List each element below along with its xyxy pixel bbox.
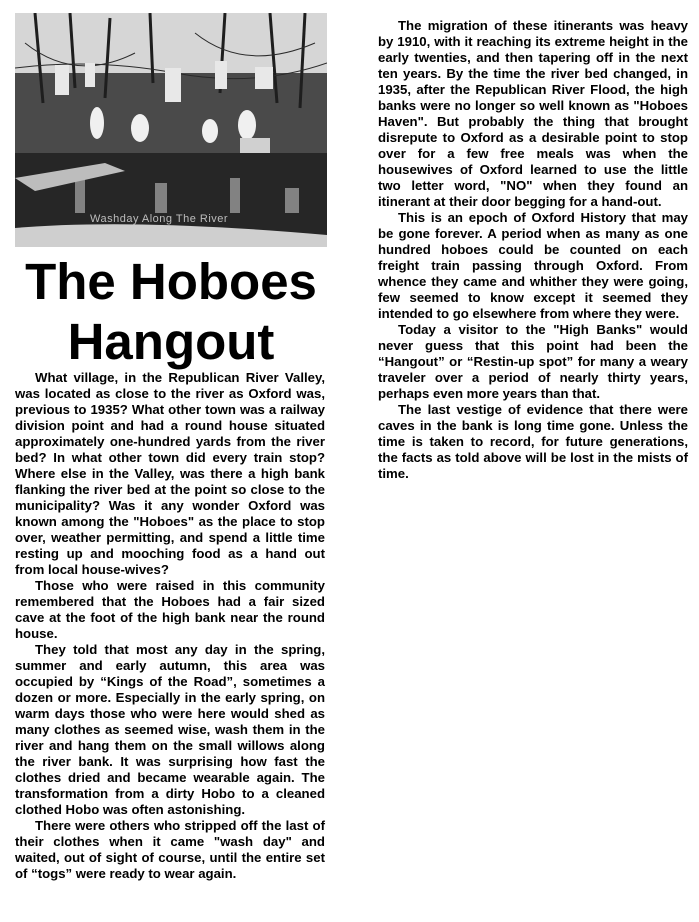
paragraph: Today a visitor to the "High Banks" would never guess that this point had been the “Hangout” or “Restin-up spot” for many a weary traveler over a period of nearly thirty years, perhaps even more years than that. bbox=[378, 322, 688, 401]
paragraph: What village, in the Republican River Valley, was located as close to the river as Oxford was, previous to 1935? What other town was a railway division point and had a round house situated approximately one-hundred yards from the river bed? In what other town did every train stop? Where else in the Valley, was there a high bank flanking the river bed at the point so close to the municipality? Was it any wonder Oxford was known among the "Hoboes" as the place to stop over, weather permitting, and spend a little time resting up and mooching food as a hand out from local house-wives? bbox=[15, 370, 325, 577]
photo-illustration bbox=[15, 13, 327, 247]
paragraph: This is an epoch of Oxford History that may be gone forever. A period when as many as one hundred hoboes could be counted on each freight train passing through Oxford. From whence they came and whither they were going, few seemed to know except it seemed they intended to go elsewhere from where they were. bbox=[378, 210, 688, 321]
paragraph: There were others who stripped off the last of their clothes when it came "wash day" and waited, out of sight of course, until the entire set of “togs” were ready to wear again. bbox=[15, 818, 325, 881]
hobo-camp-photo bbox=[15, 13, 327, 247]
paragraph: They told that most any day in the spring, summer and early autumn, this area was occupied by “Kings of the Road”, sometimes a dozen or more. Especially in the early spring, on warm days those who were here would shed as many clothes as seemed wise, wash them in the river and hang them on the small willows along the river bank. It was surprising how fast the clothes dried and became wearable again. The transformation from a dirty Hobo to a cleaned clothed Hobo was often astonishing. bbox=[15, 642, 325, 817]
paragraph: The migration of these itinerants was heavy by 1910, with it reaching its extreme height in the early twenties, and then tapering off in the next ten years. By the time the river bed changed, in 1935, after the Republican River Flood, the high banks were no longer so well known as "Hoboes Haven". But probably the thing that brought disrepute to Oxford as a desirable point to stop over for a few free meals was when the housewives of Oxford learned to use the little two letter word, "NO" when they found an itinerant at their door begging for a hand-out. bbox=[378, 18, 688, 209]
paragraph: Those who were raised in this community remembered that the Hoboes had a fair sized cave at the foot of the high bank near the round house. bbox=[15, 578, 325, 641]
article-title: The Hoboes Hangout bbox=[25, 253, 317, 370]
left-column bbox=[15, 370, 325, 882]
paragraph: The last vestige of evidence that there were caves in the bank is long time gone. Unless the time is taken to record, for future generations, the facts as told above will be lost in the mists of time. bbox=[378, 402, 688, 481]
photo-caption: Washday Along The River bbox=[90, 213, 229, 225]
right-column bbox=[378, 18, 688, 482]
